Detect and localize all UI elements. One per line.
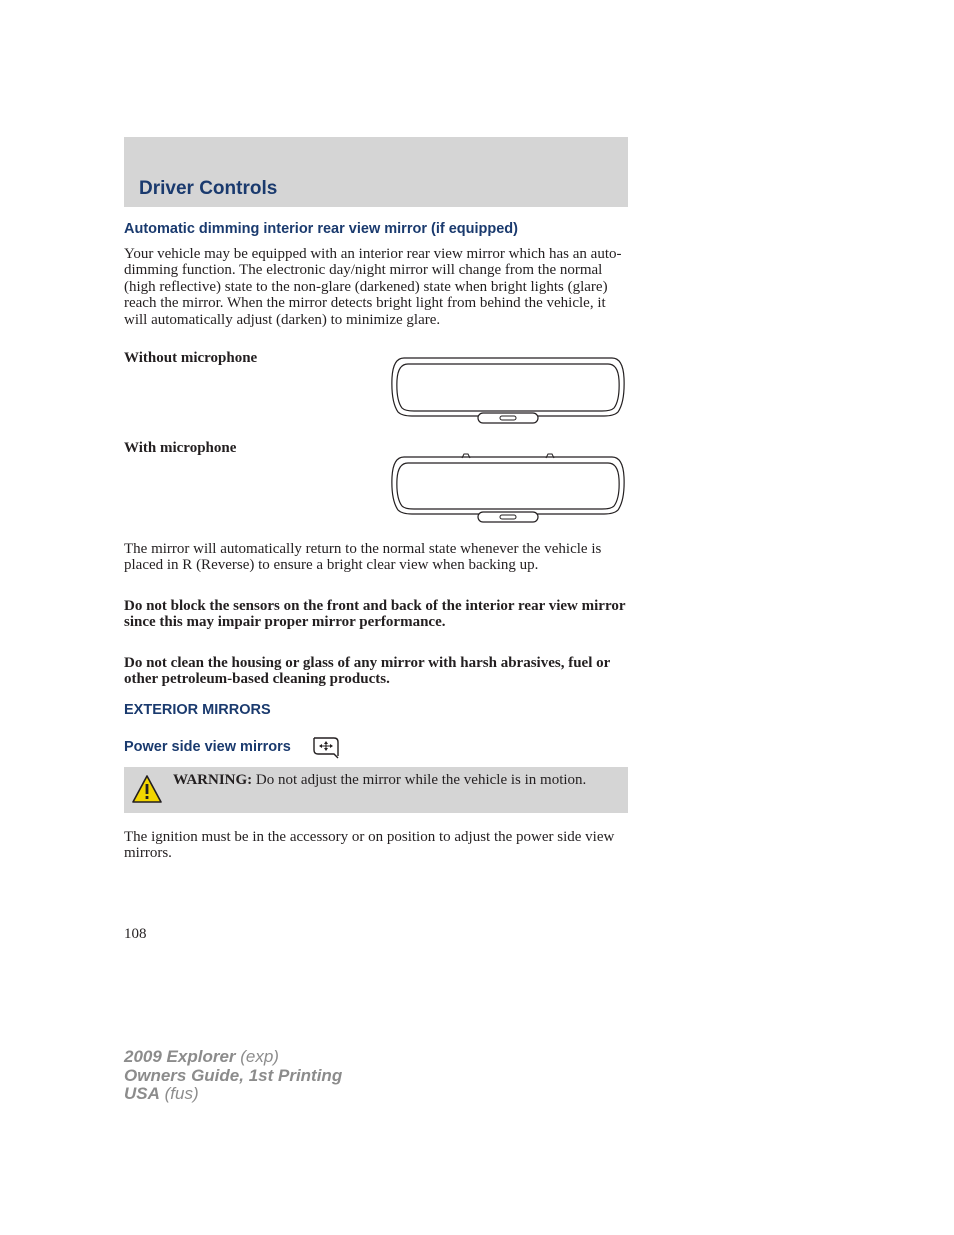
footer-model-line <box>124 1048 342 1067</box>
footer-guide: Owners Guide, 1st Printing <box>124 1065 343 1085</box>
footer-region-line <box>124 1085 342 1104</box>
footer-model: 2009 Explorer <box>124 1047 236 1066</box>
subheading-power-side-mirrors: Power side view mirrors <box>124 739 291 755</box>
label-with-microphone: With microphone <box>124 440 237 456</box>
intro-paragraph: Your vehicle may be equipped with an interior rear view mirror which has an auto-dimming function. The electronic day/night mirror will change from the normal (high reflective) state to the non-glare (darkened) state when bright lights (glare) reach the mirror. When the mirror detects bright light from behind the vehicle, it will automatically adjust (darken) to minimize glare. <box>124 246 622 328</box>
footer-region-code: (fus) <box>159 1084 199 1103</box>
ignition-note-paragraph: The ignition must be in the accessory or on position to adjust the power side view mirrors. <box>124 829 615 862</box>
section-heading-auto-dimming: Automatic dimming interior rear view mirror (if equipped) <box>124 221 518 237</box>
caution-sensors-paragraph: Do not block the sensors on the front and back of the interior rear view mirror since this may impair proper mirror performance. <box>124 598 626 631</box>
page-number: 108 <box>124 926 147 942</box>
section-heading-exterior-mirrors: EXTERIOR MIRRORS <box>124 702 271 718</box>
warning-label: WARNING: <box>173 772 253 788</box>
mirror-adjust-icon <box>312 736 340 760</box>
mirror-without-microphone-illustration <box>390 356 626 426</box>
mirror-with-microphone-illustration <box>390 452 626 524</box>
caution-cleaning-paragraph: Do not clean the housing or glass of any mirror with harsh abrasives, fuel or other petroleum-based cleaning products. <box>124 655 610 688</box>
footer-region: USA <box>124 1084 160 1103</box>
reverse-note-paragraph: The mirror will automatically return to the normal state whenever the vehicle is placed in R (Reverse) to ensure a bright clear view when backing up. <box>124 541 602 574</box>
label-without-microphone: Without microphone <box>124 350 258 366</box>
warning-text <box>173 772 613 789</box>
warning-message: Do not adjust the mirror while the vehicle is in motion. <box>252 772 587 788</box>
page-title: Driver Controls <box>139 178 278 199</box>
footer-model-code: (exp) <box>235 1047 279 1066</box>
warning-triangle-icon <box>131 774 163 804</box>
print-footer <box>124 1048 342 1104</box>
